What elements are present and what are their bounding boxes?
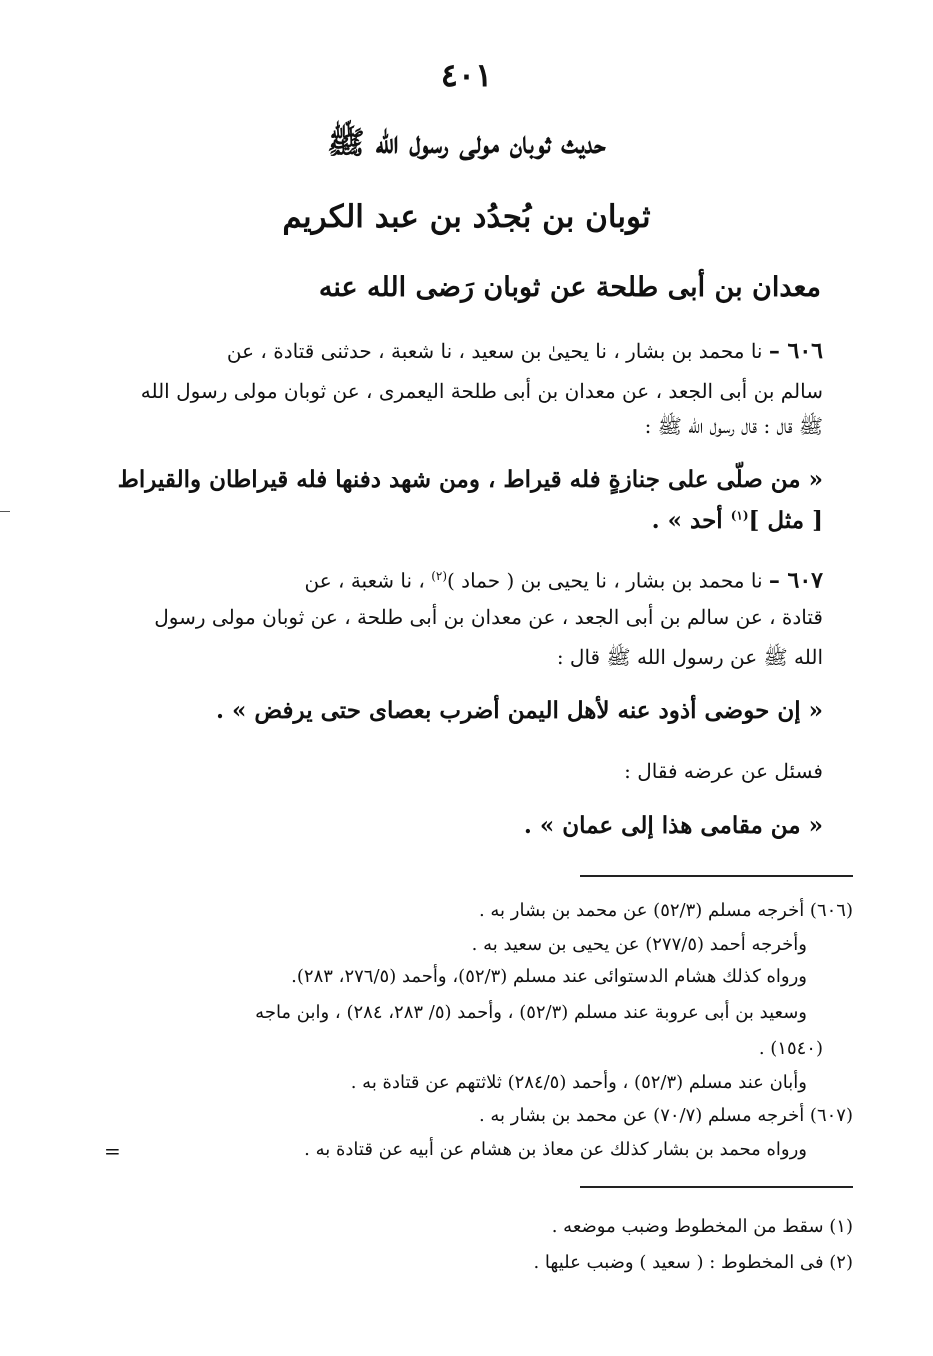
hadith-606-number: ٦٠٦ – xyxy=(768,338,823,364)
footnote-2: (٢) فى المخطوط : ( سعيد ) وضبب عليها . xyxy=(533,1252,853,1273)
hadith-607-isnad-1a: نا محمد بن بشار ، نا يحيى بن ( حماد ) xyxy=(447,568,763,593)
hadith-607-question: فسئل عن عرضه فقال : xyxy=(624,759,823,783)
hadith-606-isnad-1: نا محمد بن بشار ، نا يحيىٰ بن سعيد ، نا شعبة ، حدثنى قتادة ، عن xyxy=(226,339,763,363)
scan-edge-mark xyxy=(0,511,10,512)
section-heading: معدان بن أبى طلحة عن ثوبان رَضى الله عنه xyxy=(318,272,821,303)
takhrij-line-8: ورواه محمد بن بشار كذلك عن معاذ بن هشام عن أبيه عن قتادة به . xyxy=(304,1139,807,1160)
takhrij-divider xyxy=(580,875,853,877)
page-number: ٤٠١ xyxy=(440,56,493,94)
takhrij-line-3: ورواه كذلك هشام الدستوائى عند مسلم (٥٢/٣)، وأحمد (٢٧٦/٥، ٢٨٣). xyxy=(291,966,807,987)
hadith-606-line-3: ﷺ قال : قال رسول الله ﷺ : xyxy=(644,414,823,438)
hadith-607-line-3: الله ﷺ عن رسول الله ﷺ قال : xyxy=(556,645,823,669)
footnotes-divider xyxy=(580,1186,853,1188)
takhrij-line-5: (١٥٤٠) . xyxy=(758,1038,823,1059)
hadith-607-line-1 xyxy=(305,562,824,595)
hadith-606-line-1 xyxy=(227,337,823,365)
takhrij-line-6: وأبان عند مسلم (٥٢/٣) ، وأحمد (٢٨٤/٥) ثلاثتهم عن قتادة به . xyxy=(350,1072,807,1093)
hadith-606-line-2: سالم بن أبى الجعد ، عن معدان بن أبى طلحة اليعمرى ، عن ثوبان مولى رسول الله xyxy=(140,379,823,403)
hadith-606-matn-2a: [ مثل ] xyxy=(748,507,823,534)
footnote-ref-2: (٢) xyxy=(431,569,448,583)
takhrij-line-4: وسعيد بن أبى عروبة عند مسلم (٥٢/٣) ، وأحمد (٥/ ٢٨٣، ٢٨٤) ، وابن ماجه xyxy=(255,1002,807,1023)
person-heading: ثوبان بن بُجدُد بن عبد الكريم xyxy=(282,199,651,235)
hadith-607-matn-1: « إن حوضى أذود عنه لأهل اليمن أضرب بعصاى حتى يرفض » . xyxy=(215,697,823,724)
hadith-607-matn-2: « من مقامى هذا إلى عمان » . xyxy=(523,812,823,839)
chapter-heading: حديث ثوبان مولى رسول الله ﷺ xyxy=(327,125,606,161)
hadith-606-matn-2b: أحد » . xyxy=(651,507,731,534)
takhrij-line-1: (٦٠٦) أخرجه مسلم (٥٢/٣) عن محمد بن بشار به . xyxy=(478,900,853,921)
hadith-607-line-2: قتادة ، عن سالم بن أبى الجعد ، عن معدان بن أبى طلحة ، عن ثوبان مولى رسول xyxy=(154,605,823,629)
hadith-607-isnad-1b: ، نا شعبة ، عن xyxy=(304,568,432,593)
continuation-mark: = xyxy=(104,1139,121,1163)
footnote-ref-1: (١) xyxy=(730,508,749,523)
hadith-607-number: ٦٠٧ – xyxy=(768,567,823,594)
footnote-1: (١) سقط من المخطوط وضبب موضعه . xyxy=(551,1216,853,1237)
hadith-606-matn-2 xyxy=(652,507,823,534)
takhrij-line-7: (٦٠٧) أخرجه مسلم (٧٠/٧) عن محمد بن بشار به . xyxy=(478,1105,853,1126)
takhrij-line-2: وأخرجه أحمد (٢٧٧/٥) عن يحيى بن سعيد به . xyxy=(471,934,807,955)
hadith-606-matn-1: « من صلّى على جنازةٍ فله قيراط ، ومن شهد دفنها فله قيراطان والقيراط xyxy=(117,466,823,493)
